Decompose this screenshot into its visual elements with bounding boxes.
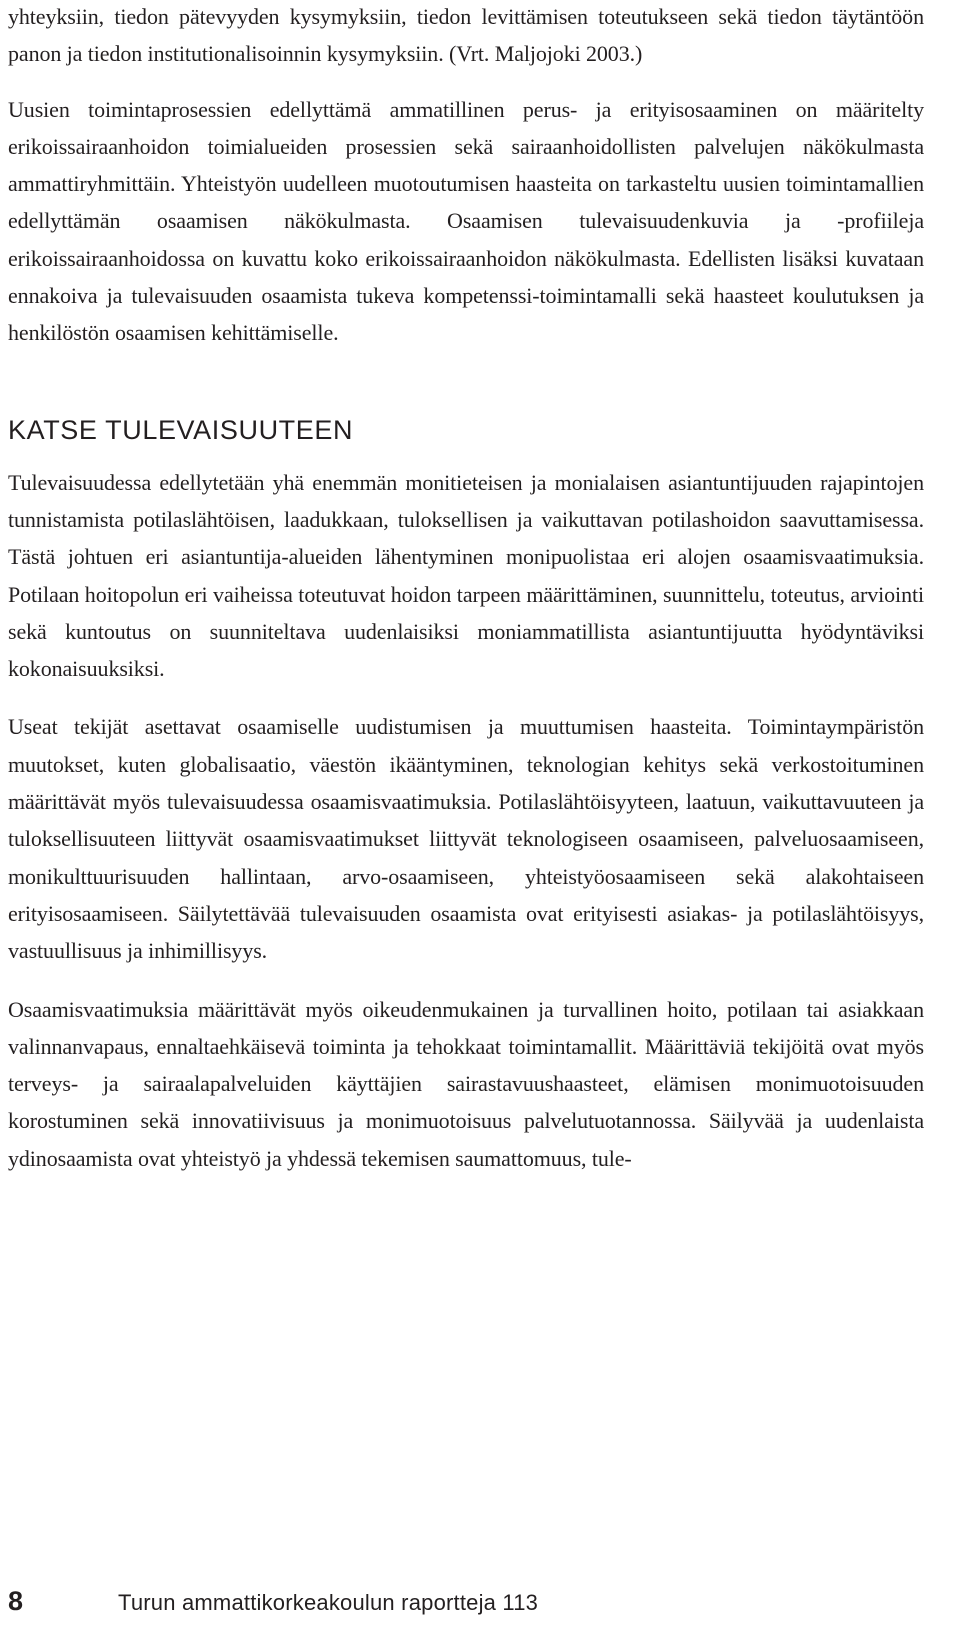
body-paragraph: yhteyksiin, tiedon pätevyyden kysymyksiin, tiedon levittämisen toteutukseen sekä tiedon täytäntöön panon ja tiedon institutionalisoinnin kysymyksiin. (Vrt. Maljojoki 2003.) [8, 4, 924, 67]
body-paragraph: Tulevaisuudessa edellytetään yhä enemmän monitieteisen ja monialaisen asiantuntijuuden rajapintojen tunnistamista potilaslähtöisen, laadukkaan, tuloksellisen ja vaikuttavan potilashoidon saavuttamisessa. Tästä johtuen eri asiantuntija-alueiden lähentyminen monipuolistaa eri alojen osaamisvaatimuksia. Potilaan hoitopolun eri vaiheissa toteutuvat hoidon tarpeen määrittäminen, suunnittelu, toteutus, arviointi sekä kuntoutus on suunniteltava uudenlaisiksi moniammatillista asiantuntijuutta hyödyntäviksi kokonaisuuksiksi. [8, 469, 924, 682]
document-page [8, 0, 924, 1177]
page-footer [8, 1586, 538, 1622]
body-paragraph: Uusien toimintaprosessien edellyttämä ammatillinen perus- ja erityisosaaminen on määritelty erikoissairaanhoidon toimialueiden prosessien sekä sairaanhoidollisten palvelujen näkökulmasta ammattiryhmittäin. Yhteistyön uudelleen muotoutumisen haasteita on tarkasteltu uusien toimintamallien edellyttämän osaamisen näkökulmasta. Osaamisen tulevaisuudenkuvia ja -profiileja erikoissairaanhoidossa on kuvattu koko erikoissairaanhoidon näkökulmasta. Edellisten lisäksi kuvataan ennakoiva ja tulevaisuuden osaamista tukeva kompetenssi-toimintamalli sekä haasteet koulutuksen ja henkilöstön osaamisen kehittämiselle. [8, 96, 924, 346]
page-number: 8 [8, 1586, 24, 1616]
publication-title: Turun ammattikorkeakoulun raportteja 113 [118, 1590, 539, 1615]
body-paragraph: Osaamisvaatimuksia määrittävät myös oikeudenmukainen ja turvallinen hoito, potilaan tai asiakkaan valinnanvapaus, ennaltaehkäisevä toiminta ja tehokkaat toimintamallit. Määrittäviä tekijöitä ovat myös terveys- ja sairaalapalveluiden käyttäjien sairastavuushaasteet, elämisen monimuotoisuuden korostuminen sekä innovatiivisuus ja monimuotoisuus palvelutuotannossa. Säilyvää ja uudenlaista ydinosaamista ovat yhteistyö ja yhdessä tekemisen saumattomuus, tule- [8, 996, 924, 1171]
section-heading: KATSE TULEVAISUUTEEN [8, 414, 354, 445]
body-paragraph: Useat tekijät asettavat osaamiselle uudistumisen ja muuttumisen haasteita. Toimintaympäristön muutokset, kuten globalisaatio, väestön ikääntyminen, teknologian kehitys sekä verkostoituminen määrittävät myös tulevaisuudessa osaamisvaatimuksia. Potilaslähtöisyyteen, laatuun, vaikuttavuuteen ja tuloksellisuuteen liittyvät osaamisvaatimukset liittyvät teknologiseen osaamiseen, palveluosaamiseen, monikulttuurisuuden hallintaan, arvo-osaamiseen, yhteistyöosaamiseen sekä alakohtaiseen erityisosaamiseen. Säilytettävää tulevaisuuden osaamista ovat erityisesti asiakas- ja potilaslähtöisyys, vastuullisuus ja inhimillisyys. [8, 714, 924, 964]
